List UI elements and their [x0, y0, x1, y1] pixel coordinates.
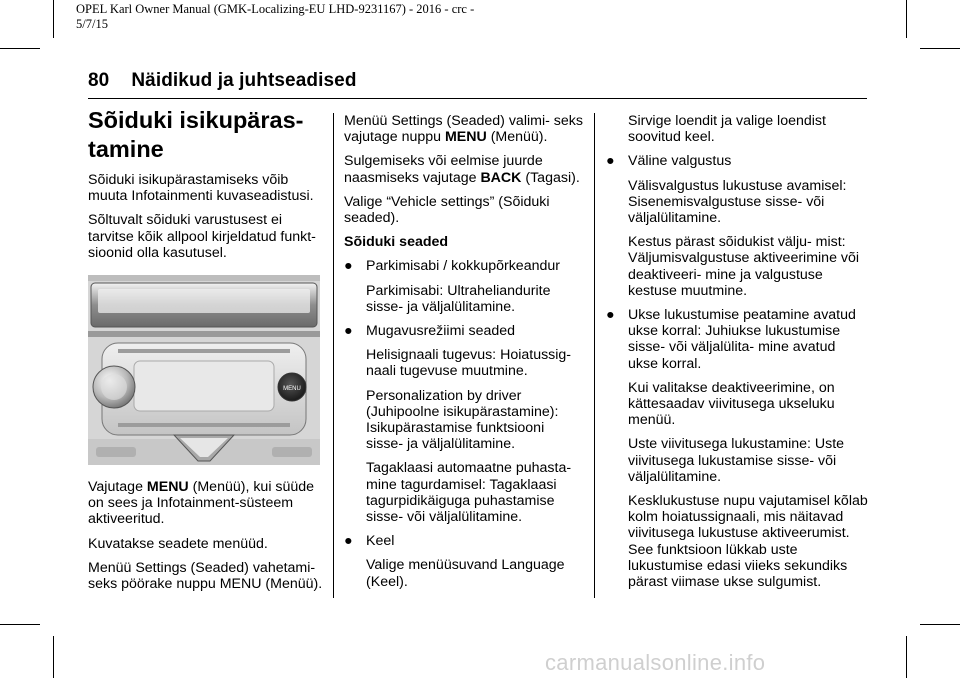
paragraph: Vajutage MENU (Menüü), kui süüde on sees ja Infotainment-süsteem aktiveeritud. — [88, 479, 315, 528]
crop-mark-bottom-left-v — [53, 636, 54, 678]
paragraph: Menüü Settings (Seaded) valimi- seks vajutage nuppu MENU (Menüü). — [344, 113, 583, 146]
crop-mark-bottom-left-h — [0, 624, 40, 625]
subheading: Sõiduki seaded — [344, 234, 449, 251]
paragraph: Valige “Vehicle settings” (Sõiduki seaded). — [344, 193, 550, 227]
crop-mark-top-left-h — [0, 48, 40, 49]
menu-button-label: MENU — [283, 386, 301, 393]
bullet-icon: ● — [606, 153, 615, 170]
article-title-line2: tamine — [88, 136, 164, 162]
document-header-line1: OPEL Karl Owner Manual (GMK-Localizing-EU LHD-9231167) - 2016 - crc - — [76, 2, 475, 16]
bullet-item: ● Ukse lukustumise peatamine avatud ukse korral: Juhiukse lukustumise sisse- või väljalülita- mine avatud ukse korral. — [606, 307, 856, 372]
bullet-item: ● Väline valgustus — [606, 153, 732, 170]
bullet-detail: Parkimisabi: Ultraheliandurite sisse- ja väljalülitamine. — [366, 282, 551, 315]
crop-mark-bottom-right-h — [920, 624, 960, 625]
bullet-detail: Tagaklaasi automaatne puhasta- mine tagurdamisel: Tagaklaasi tagurpidikäiguga puhastamise sisse- või väljalülitamine. — [366, 460, 572, 526]
section-title: Näidikud ja juhtseadised — [131, 70, 357, 91]
column-separator-1 — [333, 113, 334, 598]
article-title — [88, 106, 324, 164]
column-separator-2 — [594, 113, 595, 598]
bullet-detail: Sirvige loendit ja valige loendist soovitud keel. — [628, 113, 826, 146]
crop-mark-top-right-h — [920, 48, 960, 49]
bullet-item: ● Parkimisabi / kokkupõrkeandur — [344, 258, 560, 275]
bullet-icon: ● — [344, 258, 353, 275]
bullet-icon: ● — [344, 323, 353, 340]
document-header — [76, 2, 474, 32]
heading-rule — [88, 98, 867, 99]
crop-mark-top-right-v — [906, 0, 907, 38]
bullet-icon: ● — [606, 307, 615, 324]
crop-mark-top-left-v — [53, 0, 54, 38]
paragraph: Menüü Settings (Seaded) vahetami- seks pöörake nuppu MENU (Menüü). — [88, 559, 323, 593]
paragraph: Sulgemiseks või eelmise juurde naasmiseks vajutage BACK (Tagasi). — [344, 153, 580, 186]
bullet-detail: Uste viivitusega lukustamine: Uste viivitusega lukustamise sisse- või väljalülitamine. — [628, 436, 845, 485]
page-heading — [88, 70, 357, 92]
bullet-detail: Kui valitakse deaktiveerimine, on kättesaadav viivitusega ukseluku menüü. — [628, 379, 835, 429]
bullet-icon: ● — [344, 533, 353, 550]
article-title-line1: Sõiduki isikupäras- — [88, 107, 304, 133]
document-header-line2: 5/7/15 — [76, 17, 108, 31]
paragraph: Sõiduki isikupärastamiseks võib muuta Infotainmenti kuvaseadistusi. — [88, 172, 314, 205]
bullet-item: ● Keel — [344, 533, 395, 550]
bullet-detail: Välisvalgustus lukustuse avamisel: Sisenemisvalgustuse sisse- või väljalülitamine. — [628, 177, 847, 227]
watermark: carmanualsonline.info — [545, 650, 766, 675]
column-1 — [88, 106, 324, 600]
crop-mark-bottom-right-v — [906, 636, 907, 678]
paragraph: Sõltuvalt sõiduki varustusest ei tarvitse kõik allpool kirjeldatud funkt- sioonid olla kasutusel. — [88, 212, 316, 261]
infotainment-control-illustration — [88, 275, 320, 465]
paragraph: Kuvatakse seadete menüüd. — [88, 535, 268, 552]
bullet-detail: Helisignaali tugevus: Hoiatussig- naali tugevuse muutmine. — [366, 347, 572, 380]
bullet-detail: Kestus pärast sõidukist välju- mist: Väljumisvalgustuse aktiveerimine või deaktiveeri- mine ja valgustuse kestuse muutmine. — [628, 234, 860, 299]
bullet-detail: Kesklukustuse nupu vajutamisel kõlab kolm hoiatussignaali, mis näitavad viivitusega lukustuse aktiveerumist. See funktsioon lükkab uste lukustumise edasi viieks sekundiks pärast viimase ukse sulgumist. — [628, 493, 868, 591]
infotainment-control-figure — [88, 275, 320, 465]
bullet-detail: Personalization by driver (Juhipoolne isikupärastamine): Isikupärastamise funktsiooni sisse- ja väljalülitamine. — [366, 387, 559, 453]
page-number: 80 — [88, 70, 110, 91]
bullet-item: ● Mugavusrežiimi seaded — [344, 323, 516, 340]
column-2 — [344, 113, 584, 598]
column-3 — [606, 113, 868, 598]
bullet-detail: Valige menüüsuvand Language (Keel). — [366, 557, 565, 590]
